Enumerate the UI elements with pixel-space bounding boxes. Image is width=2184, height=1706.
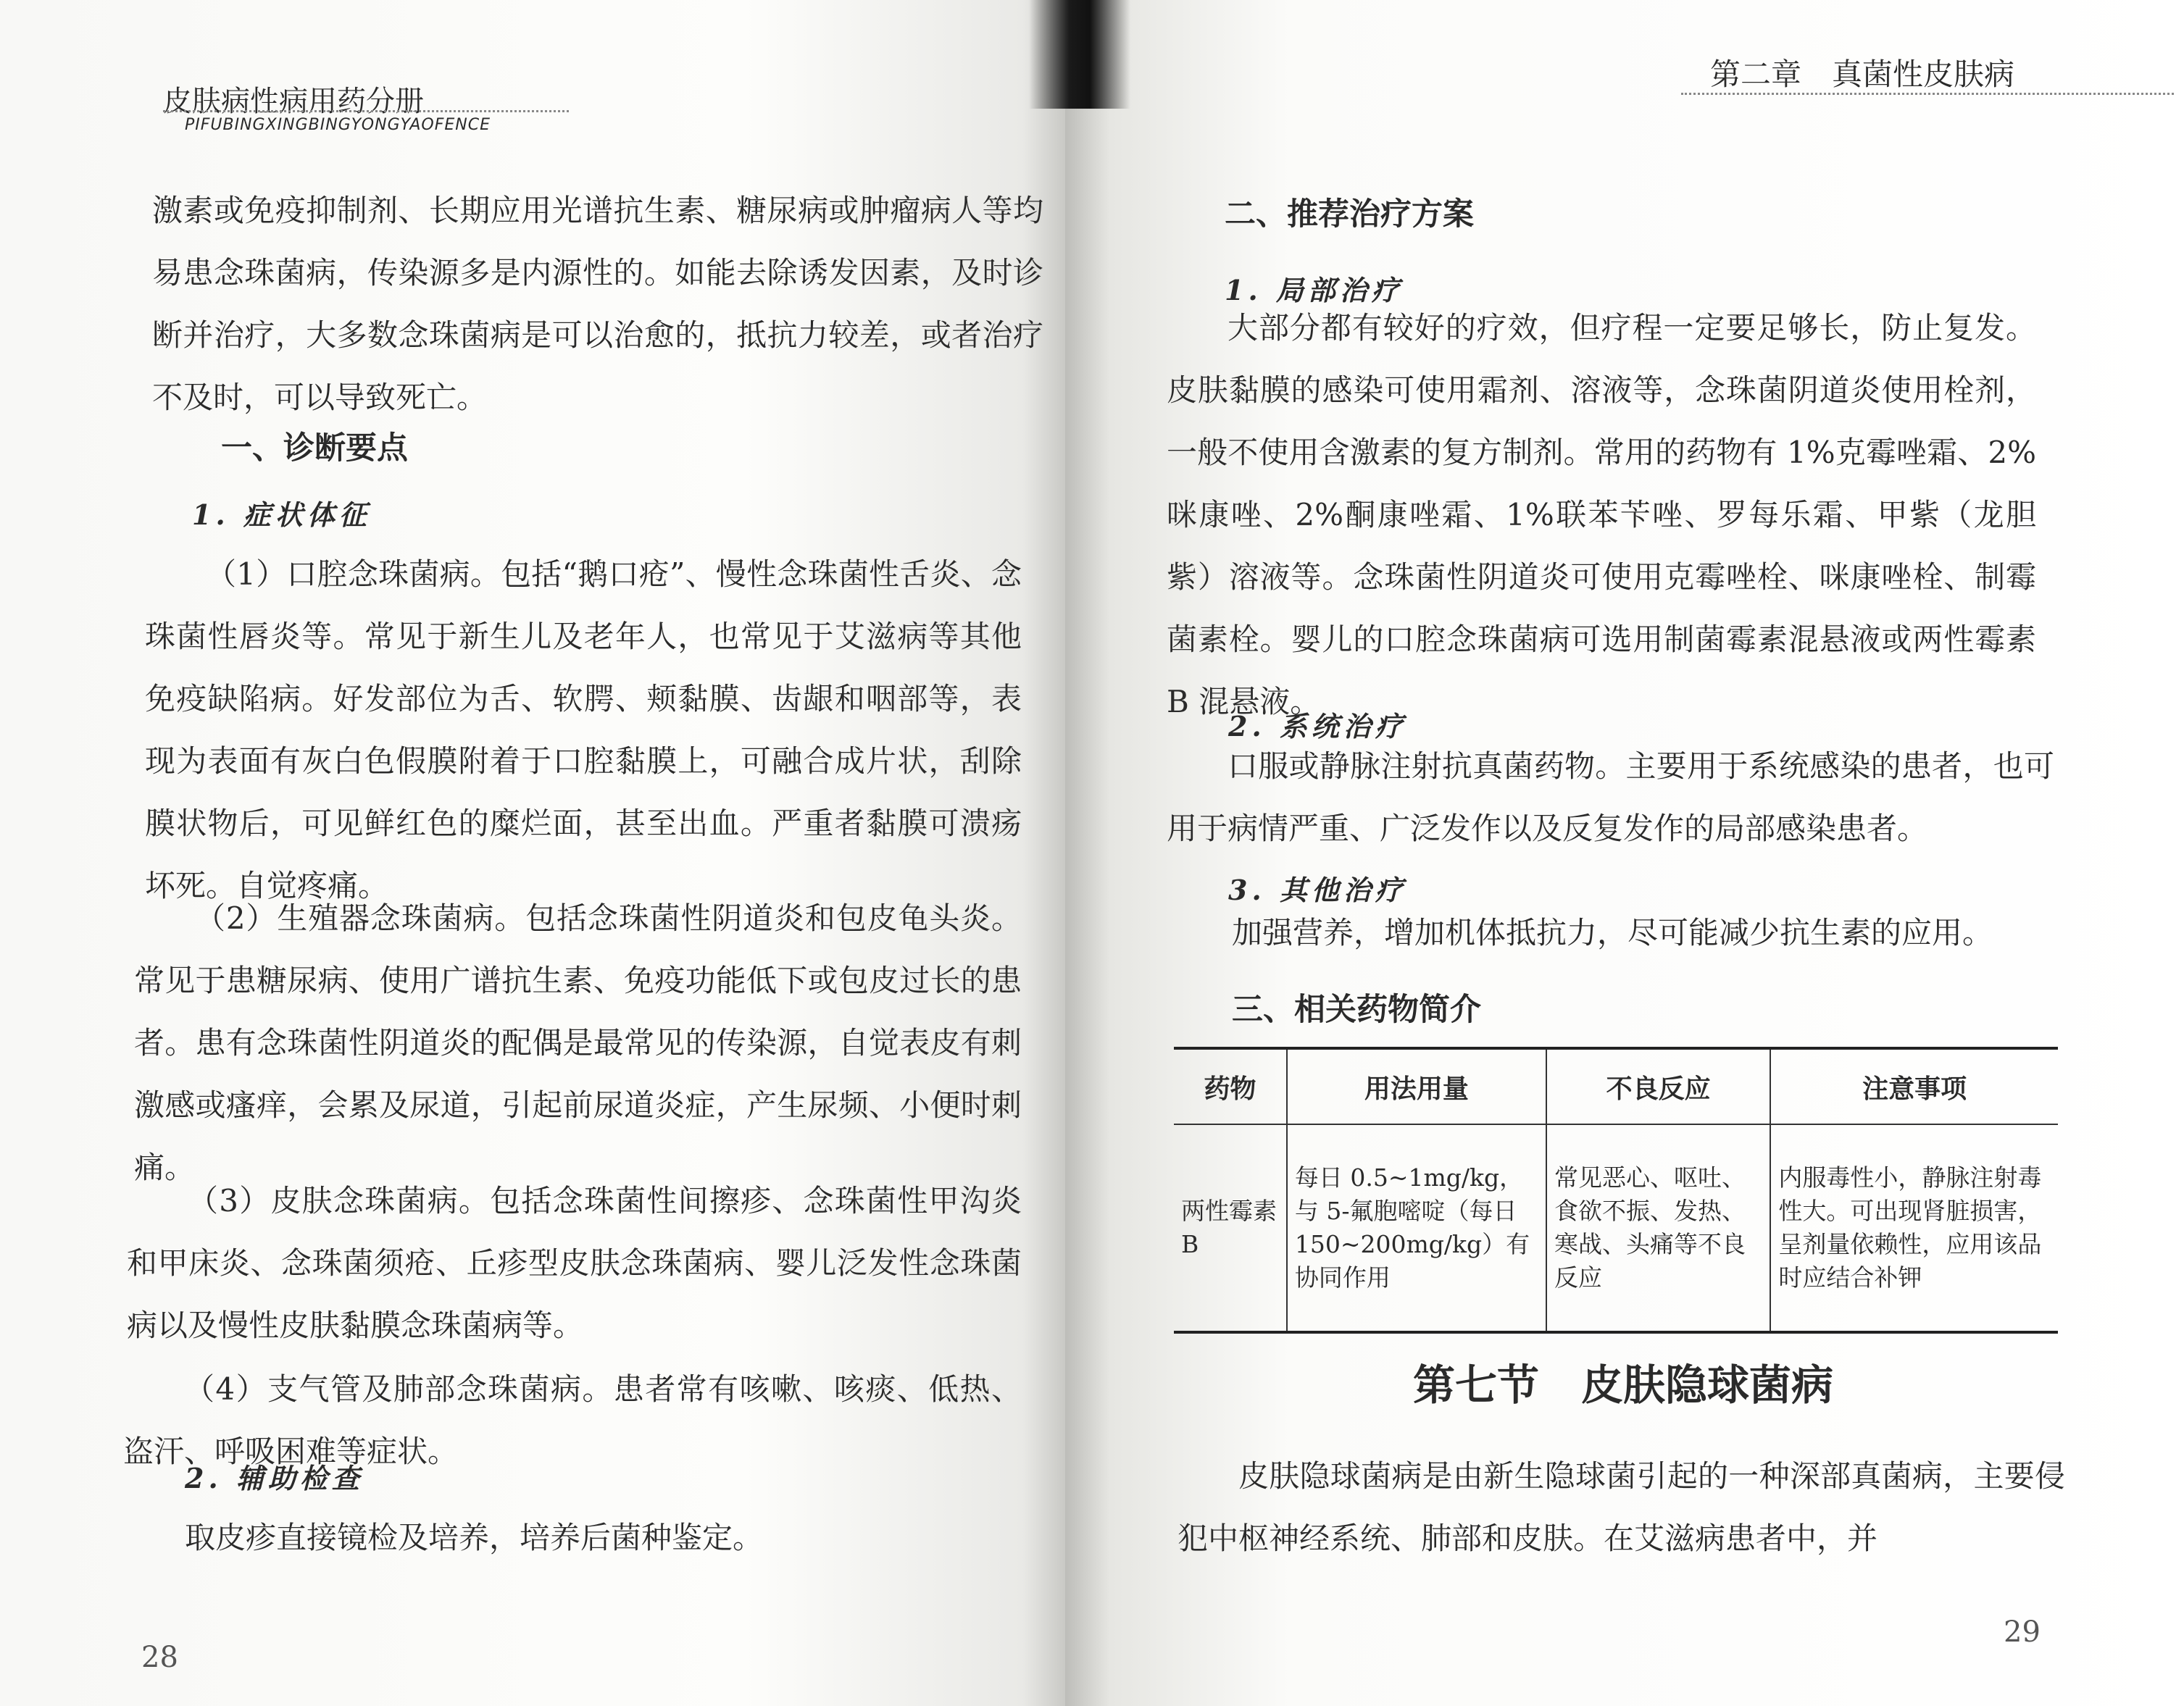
table-header-drug: 药物 [1174, 1048, 1287, 1124]
left-running-title-pinyin: PIFUBINGXINGBINGYONGYAOFENCE [185, 116, 491, 134]
header-rule-left [163, 110, 569, 112]
table-header-dosage: 用法用量 [1287, 1048, 1546, 1124]
left-page-number: 28 [141, 1641, 178, 1674]
table-cell-drug: 两性霉素B [1181, 1197, 1277, 1258]
section-heading-diagnosis: 一、诊断要点 [221, 430, 408, 467]
drug-table [1174, 1047, 2058, 1334]
paragraph-other-treatment: 加强营养，增加机体抵抗力，尽可能减少抗生素的应用。 [1232, 915, 1993, 950]
table-cell-notes: 内服毒性小，静脉注射毒性大。可出现肾脏损害，呈剂量依赖性，应用该品时应结合补钾 [1770, 1124, 2058, 1332]
subheading-other-treatment: 3. 其他治疗 [1228, 874, 1407, 906]
paragraph-oral-candidiasis: （1）口腔念珠菌病。包括“鹅口疮”、慢性念珠菌性舌炎、念珠菌性唇炎等。常见于新生儿及老年人，也常见于艾滋病等其他免疫缺陷病。好发部位为舌、软腭、颊黏膜、齿龈和咽部等，表现为表面有灰白色假膜附着于口腔黏膜上，可融合成片状，刮除膜状物后，可见鲜红色的糜烂面，甚至出血。严重者黏膜可溃疡坏死。自觉疼痛。 [145, 556, 1022, 903]
paragraph-local-treatment: 大部分都有较好的疗效，但疗程一定要足够长，防止复发。皮肤黏膜的感染可使用霜剂、溶液等，念珠菌阴道炎使用栓剂，一般不使用含激素的复方制剂。常用的药物有 1%克霉唑霜、2%咪康唑、2%酮康唑霜、1%联苯苄唑、罗每乐霜、甲紫（龙胆紫）溶液等。念珠菌性阴道炎可使用克霉唑栓、咪康唑栓、制霉菌素栓。婴儿的口腔念珠菌病可选用制菌霉素混悬液或两性霉素 B 混悬液。 [1167, 310, 2036, 719]
subheading-systemic-treatment: 2. 系统治疗 [1228, 710, 1407, 743]
paragraph-auxiliary-exam: 取皮疹直接镜检及培养，培养后菌种鉴定。 [185, 1520, 764, 1555]
table-header-notes: 注意事项 [1770, 1048, 2058, 1124]
paragraph-lung-candidiasis: （4）支气管及肺部念珠菌病。患者常有咳嗽、咳痰、低热、盗汗、呼吸困难等症状。 [123, 1371, 1022, 1469]
left-running-title: 皮肤病性病用药分册 [163, 85, 424, 118]
right-running-title: 第二章 真菌性皮肤病 [1710, 57, 2015, 92]
right-page-number: 29 [2004, 1615, 2041, 1649]
table-cell-adverse: 常见恶心、呕吐、食欲不振、发热、寒战、头痛等不良反应 [1546, 1124, 1770, 1332]
table-cell-dosage: 每日 0.5~1mg/kg，与 5-氟胞嘧啶（每日150~200mg/kg）有协同作用 [1287, 1124, 1546, 1332]
book-gutter-shadow [1029, 0, 1130, 109]
section-heading-treatment: 二、推荐治疗方案 [1225, 196, 1474, 233]
intro-paragraph: 激素或免疫抑制剂、长期应用光谱抗生素、糖尿病或肿瘤病人等均易患念珠菌病，传染源多是内源性的。如能去除诱发因素，及时诊断并治疗，大多数念珠菌病是可以治愈的，抵抗力较差，或者治疗不及时，可以导致死亡。 [152, 193, 1043, 415]
subheading-local-treatment: 1. 局部治疗 [1225, 274, 1404, 306]
chapter-heading: 第七节 皮肤隐球菌病 [1413, 1360, 1834, 1410]
paragraph-genital-candidiasis: （2）生殖器念珠菌病。包括念珠菌性阴道炎和包皮龟头炎。常见于患糖尿病、使用广谱抗生素、免疫功能低下或包皮过长的患者。患有念珠菌性阴道炎的配偶是最常见的传染源，自觉表皮有刺激感或瘙痒，会累及尿道，引起前尿道炎症，产生尿频、小便时刺痛。 [134, 900, 1022, 1185]
table-header-adverse: 不良反应 [1546, 1048, 1770, 1124]
table-row [1174, 1124, 2058, 1332]
paragraph-skin-candidiasis: （3）皮肤念珠菌病。包括念珠菌性间擦疹、念珠菌性甲沟炎和甲床炎、念珠菌须疮、丘疹型皮肤念珠菌病、婴儿泛发性念珠菌病以及慢性皮肤黏膜念珠菌病等。 [127, 1183, 1022, 1343]
subheading-symptoms: 1. 症状体征 [192, 498, 371, 531]
header-rule-right [1681, 93, 2174, 95]
paragraph-systemic-treatment: 口服或静脉注射抗真菌药物。主要用于系统感染的患者，也可用于病情严重、广泛发作以及反复发作的局部感染患者。 [1167, 748, 2054, 846]
paragraph-cryptococcosis-intro: 皮肤隐球菌病是由新生隐球菌引起的一种深部真菌病，主要侵犯中枢神经系统、肺部和皮肤。在艾滋病患者中，并 [1178, 1458, 2065, 1556]
table-header-row [1174, 1048, 2058, 1124]
subheading-auxiliary-exam: 2. 辅助检查 [185, 1462, 364, 1494]
section-heading-related-drugs: 三、相关药物简介 [1232, 992, 1481, 1028]
